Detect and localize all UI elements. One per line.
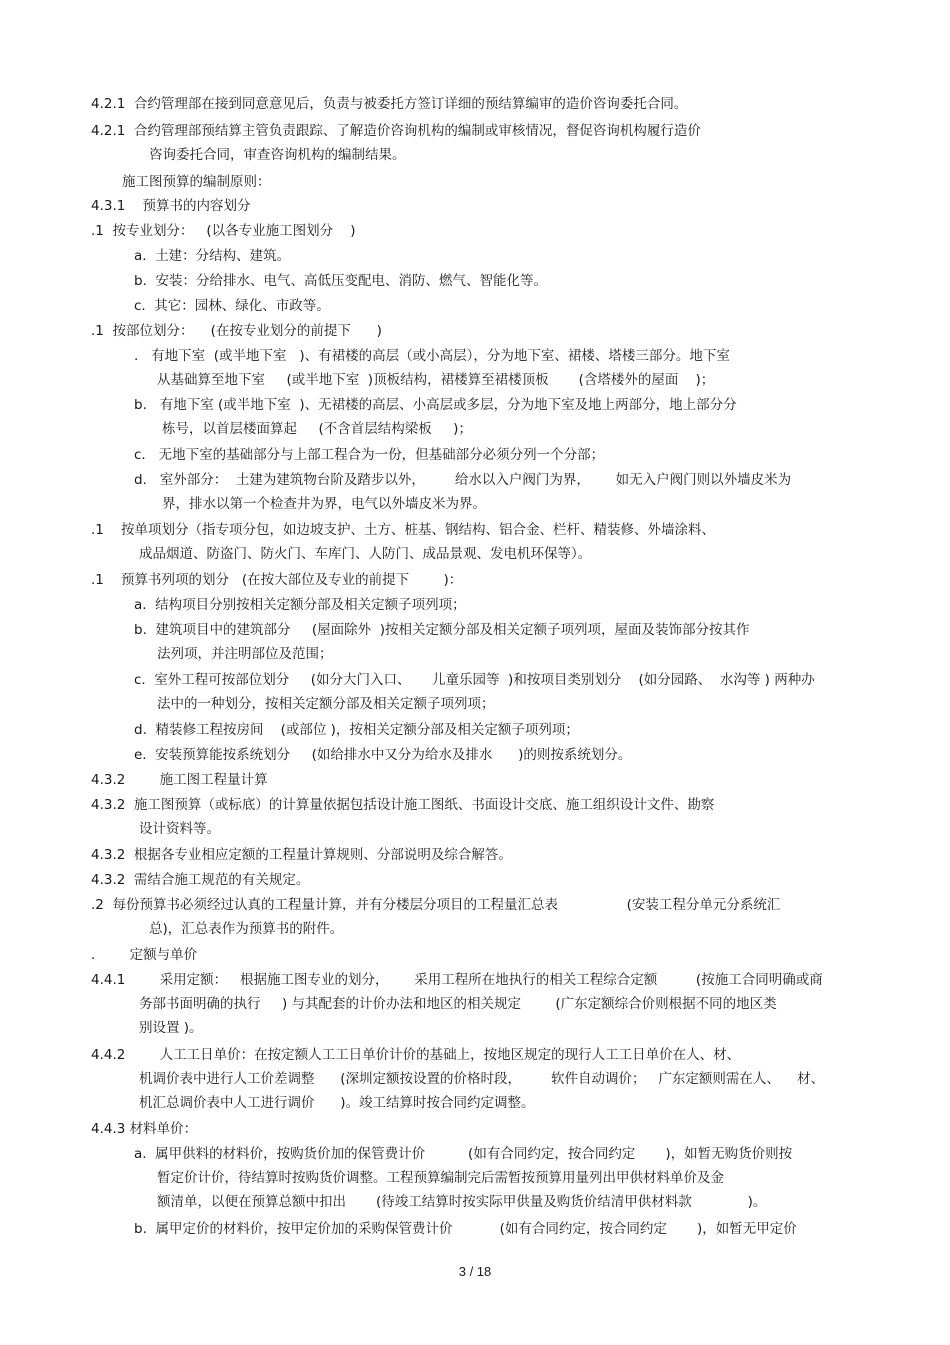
text-line: . 有地下室 (或半地下室 )、有裙楼的高层（或小高层），分为地下室、裙楼、塔楼三部分。地下室 xyxy=(134,348,730,364)
text-line: 4.2.1 合约管理部在接到同意意见后，负责与被委托方签订详细的预结算编审的造价咨询委托合同。 xyxy=(91,96,688,112)
text-line: 法列项，并注明部位及范围； xyxy=(157,646,333,662)
text-line: a. 结构项目分别按相关定额分部及相关定额子项列项； xyxy=(134,597,466,613)
text-line: 4.3.1 预算书的内容划分 xyxy=(91,198,251,214)
text-line: 暂定价计价，待结算时按购货价调整。工程预算编制完后需暂按预算用量列出甲供材料单价及金 xyxy=(157,1170,724,1186)
text-line: .1 按专业划分： (以各专业施工图划分 ) xyxy=(91,223,356,239)
text-line: b. 安装：分给排水、电气、高低压变配电、消防、燃气、智能化等。 xyxy=(134,273,547,289)
text-line: 4.3.2 施工图预算（或标底）的计算量依据包括设计施工图纸、书面设计交底、施工组织设计文件、勘察 xyxy=(91,797,715,813)
text-line: 4.4.3 材料单价： xyxy=(91,1121,198,1137)
text-line: .2 每份预算书必须经过认真的工程量计算，并有分楼层分项目的工程量汇总表 (安装工程分单元分系统汇 xyxy=(91,897,781,913)
text-line: d. 室外部分： 土建为建筑物台阶及踏步以外， 给水以入户阀门为界， 如无入户阀门则以外墙皮米为 xyxy=(134,472,792,488)
text-line: 界，排水以第一个检查井为界，电气以外墙皮米为界。 xyxy=(162,496,486,512)
text-line: d. 精装修工程按房间 (或部位 )，按相关定额分部及相关定额子项列项； xyxy=(134,722,579,738)
text-line: 4.4.2 人工工日单价：在按定额人工工日单价计价的基础上，按地区规定的现行人工工日单价在人、材、 xyxy=(91,1047,741,1063)
text-line: b. 有地下室 (或半地下室 )、无裙楼的高层、小高层或多层，分为地下室及地上两部分，地上部分分 xyxy=(134,397,737,413)
text-line: 机汇总调价表中人工进行调价 )。竣工结算时按合同约定调整。 xyxy=(139,1095,535,1111)
text-line: b. 建筑项目中的建筑部分 (屋面除外 )按相关定额分部及相关定额子项列项，屋面及装饰部分按其作 xyxy=(134,622,750,638)
text-line: 4.2.1 合约管理部预结算主管负责跟踪、了解造价咨询机构的编制或审核情况，督促咨询机构履行造价 xyxy=(91,123,701,139)
text-line: 成品烟道、防盗门、防火门、车库门、人防门、成品景观、发电机环保等）。 xyxy=(139,546,592,562)
text-line: a. 属甲供料的材料价，按购货价加的保管费计价 (如有合同约定，按合同约定 )，如暂无购货价则按 xyxy=(134,1146,793,1162)
text-line: . 定额与单价 xyxy=(91,947,198,963)
text-line: .1 按单项划分（指专项分包，如边坡支护、土方、桩基、钢结构、铝合金、栏杆、精装修、外墙涂料、 xyxy=(91,522,716,538)
text-line: 务部书面明确的执行 ) 与其配套的计价办法和地区的相关规定 (广东定额综合价则根据不同的地区类 xyxy=(139,996,777,1012)
text-line: 机调价表中进行人工价差调整 (深圳定额按设置的价格时段， 软件自动调价； 广东定额则需在人、 材、 xyxy=(139,1071,825,1087)
text-line: b. 属甲定价的材料价，按甲定价加的采购保管费计价 (如有合同约定，按合同约定 )，如暂无甲定价 xyxy=(134,1221,797,1237)
page-number: 3 / 18 xyxy=(458,1264,492,1279)
text-line: 别设置 )。 xyxy=(139,1020,203,1036)
text-line: 咨询委托合同，审查咨询机构的编制结果。 xyxy=(149,147,406,163)
text-line: 法中的一种划分，按相关定额分部及相关定额子项列项； xyxy=(157,696,495,712)
text-line: e. 安装预算能按系统划分 (如给排水中又分为给水及排水 )的则按系统划分。 xyxy=(134,747,632,763)
text-line: 4.4.1 采用定额： 根据施工图专业的划分， 采用工程所在地执行的相关工程综合定额 (按施工合同明确或商 xyxy=(91,972,823,988)
text-line: 总)，汇总表作为预算书的附件。 xyxy=(149,921,344,937)
text-line: 栋号，以首层楼面算起 (不含首层结构梁板 )； xyxy=(162,421,472,437)
text-line: c. 其它：园林、绿化、市政等。 xyxy=(134,298,330,314)
text-line: 额清单，以便在预算总额中扣出 (待竣工结算时按实际甲供量及购货价结清甲供材料款 )。 xyxy=(157,1194,767,1210)
text-line: 4.3.2 根据各专业相应定额的工程量计算规则、分部说明及综合解答。 xyxy=(91,847,512,863)
text-line: 4.3.2 需结合施工规范的有关规定。 xyxy=(91,872,310,888)
text-line: .1 按部位划分： (在按专业划分的前提下 ) xyxy=(91,323,382,339)
text-line: 设计资料等。 xyxy=(139,821,220,837)
text-line: a. 土建：分结构、建筑。 xyxy=(134,248,291,264)
text-line: 从基础算至地下室 (或半地下室 )顶板结构，裙楼算至裙楼顶板 (含塔楼外的屋面 )； xyxy=(157,372,715,388)
text-line: c. 无地下室的基础部分与上部工程合为一份，但基础部分必须分列一个分部； xyxy=(134,447,605,463)
text-line: 4.3.2 施工图工程量计算 xyxy=(91,772,268,788)
text-line: 施工图预算的编制原则： xyxy=(122,174,271,190)
text-line: .1 预算书列项的划分 (在按大部位及专业的前提下 )： xyxy=(91,572,463,588)
text-line: c. 室外工程可按部位划分 (如分大门入口、 儿童乐园等 )和按项目类别划分 (如分园路、 水沟等 ) 两种办 xyxy=(134,672,815,688)
